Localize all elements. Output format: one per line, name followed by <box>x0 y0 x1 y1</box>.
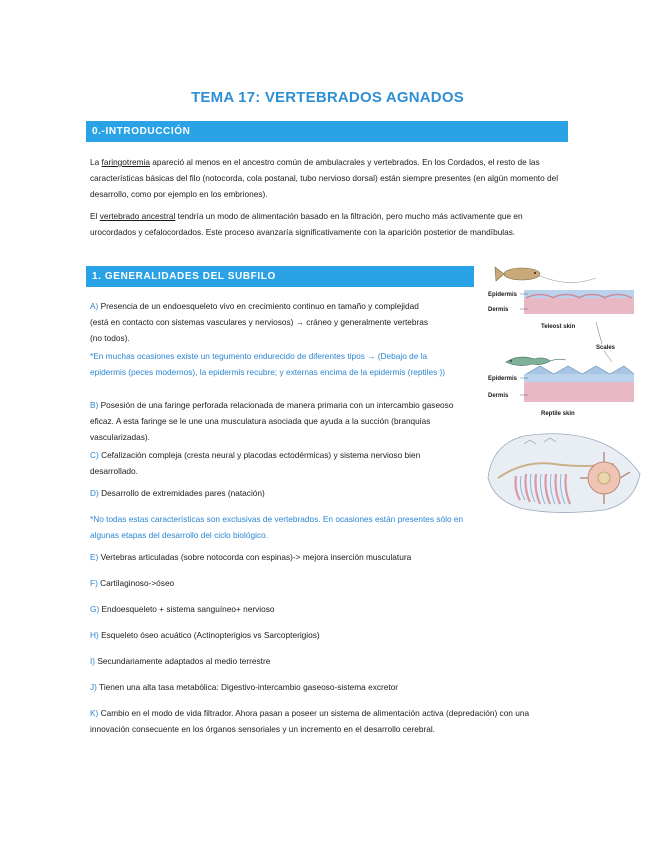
item-text: Vertebras articuladas (sobre notocorda con espinas)-> mejora inserción musculatura <box>98 552 412 562</box>
term-vertebrado-ancestral: vertebrado ancestral <box>99 211 176 221</box>
term-faringotremia: faringotremia <box>101 157 150 167</box>
item-letter: F) <box>90 578 98 588</box>
item-a <box>90 298 430 346</box>
item-b <box>90 397 478 445</box>
item-letter: D) <box>90 488 99 498</box>
label-reptile-skin: Reptile skin <box>541 411 575 417</box>
intro-p2-post: tendría un modo de alimentación basado en la filtración, pero mucho más activamente que en urocordados y cefalocordados. Este proceso avanzaría significativamente con la aparición posterior de mandíbulas. <box>90 211 523 237</box>
note-no-exclusivas: *No todas estas características son exclusivas de vertebrados. En ocasiones están presentes sólo en algunas etapas del desarrollo del ciclo biológico. <box>90 514 464 540</box>
pharynx-illustration <box>488 434 640 513</box>
intro-p1-pre: La <box>90 157 102 167</box>
item-text: Tienen una alta tasa metabólica: Digestivo-intercambio gaseoso-sistema excretor <box>96 682 399 692</box>
item-letter: B) <box>90 400 99 410</box>
item-text: Presencia de un endoesqueleto vivo en crecimiento continuo en tamaño y complejidad (está en contacto con sistemas vasculares y nerviosos) → cráneo y generalmente vertebras (no todos). <box>90 301 429 343</box>
item-e <box>90 549 570 565</box>
item-letter: H) <box>90 630 99 640</box>
item-text: Cambio en el modo de vida filtrador. Ahora pasan a poseer un sistema de alimentación activa (depredación) con una innovación consecuente en los órganos sensoriales y un incremento en el desarrollo cerebral. <box>90 708 530 734</box>
item-g <box>90 601 570 617</box>
label-epidermis-top: Epidermis <box>488 292 518 298</box>
label-scales: Scales <box>596 345 616 351</box>
item-d <box>90 485 470 501</box>
item-text: Desarrollo de extremidades pares (natación) <box>98 488 265 498</box>
item-k <box>90 705 570 737</box>
item-j <box>90 679 570 695</box>
label-epidermis-bottom: Epidermis <box>488 376 518 382</box>
fish-icon <box>495 267 596 283</box>
item-letter: J) <box>90 682 97 692</box>
teleost-skin-diagram <box>520 290 634 314</box>
item-text: Cartilaginoso->óseo <box>97 578 175 588</box>
item-text: Esqueleto óseo acuático (Actinopterigios vs Sarcopterigios) <box>98 630 320 640</box>
reptile-skin-diagram <box>520 366 634 402</box>
item-c <box>90 447 470 479</box>
item-i <box>90 653 570 669</box>
item-f <box>90 575 570 591</box>
intro-paragraph-1 <box>90 154 570 202</box>
item-text: Cefalización compleja (cresta neural y placodas ectodérmicas) y sistema nervioso bien desarrollado. <box>90 450 421 476</box>
intro-p1-post: apareció al menos en el ancestro común de ambulacrales y vertebrados. En los Cordados, el resto de las características básicas del filo (notocorda, cola postanal, tubo nervioso dorsal) están siempre presentes (en algún momento del desarrollo, como por ejemplo en los embriones). <box>90 157 559 199</box>
intro-p2-pre: El <box>90 211 100 221</box>
section-heading-introduccion: 0.-INTRODUCCIÓN <box>86 121 568 142</box>
skin-figure-svg <box>484 264 648 519</box>
label-dermis-top: Dermis <box>488 307 509 313</box>
item-letter: A) <box>90 301 99 311</box>
skin-comparison-figure <box>484 264 648 519</box>
page-title: TEMA 17: VERTEBRADOS AGNADOS <box>191 89 464 106</box>
item-letter: G) <box>90 604 100 614</box>
label-teleost-skin: Teleost skin <box>541 324 576 330</box>
item-text: Posesión de una faringe perforada relacionada de manera primaria con un intercambio gaseoso eficaz. A esta faringe se le une una musculatura asociada que ayuda a la succión (branquias vascularizadas). <box>90 400 454 442</box>
lizard-icon <box>506 357 566 366</box>
item-h <box>90 627 570 643</box>
item-letter: I) <box>90 656 96 666</box>
intro-paragraph-2 <box>90 208 570 240</box>
note-tegumento: *En muchas ocasiones existe un tegumento endurecido de diferentes tipos → (Debajo de la epidermis (peces modernos), la epidermis recubre; y externas encima de la epidermis (reptiles )) <box>90 351 446 377</box>
item-letter: C) <box>90 450 99 460</box>
item-letter: K) <box>90 708 99 718</box>
section-heading-generalidades: 1. GENERALIDADES DEL SUBFILO <box>86 266 474 287</box>
item-letter: E) <box>90 552 99 562</box>
item-text: Secundariamente adaptados al medio terrestre <box>95 656 271 666</box>
item-text: Endoesqueleto + sistema sanguíneo+ nervioso <box>99 604 275 614</box>
label-dermis-bottom: Dermis <box>488 393 509 399</box>
